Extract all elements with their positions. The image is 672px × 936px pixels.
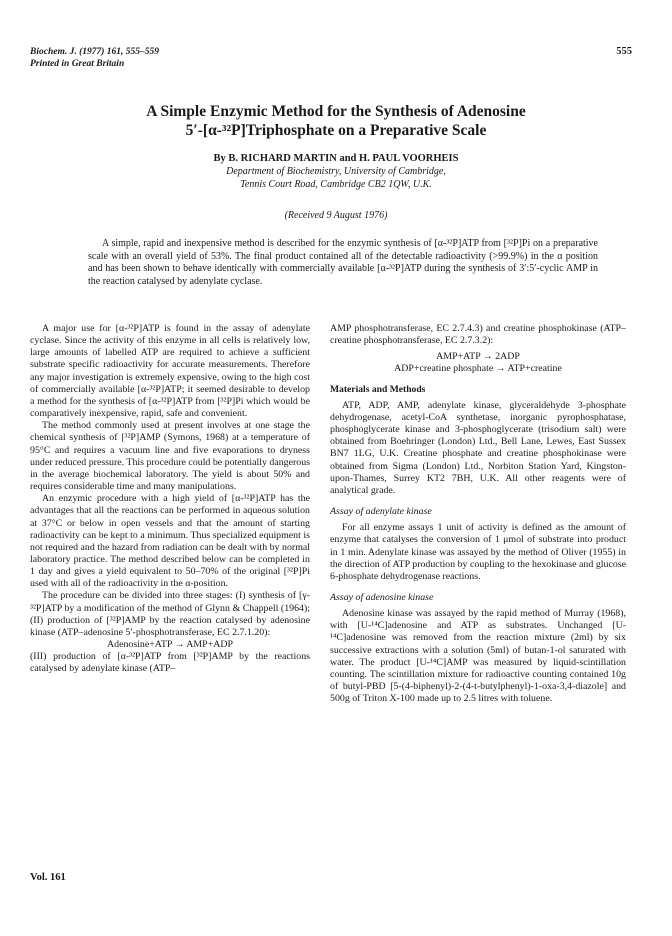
equation-creatine-kinase: ADP+creatine phosphate → ATP+creatine [394,363,562,375]
journal-line-1: Biochem. J. (1977) 161, 555–559 [30,47,160,57]
received-date: (Received 9 August 1976) [284,210,388,221]
equation-adenylate-kinase: AMP+ATP → 2ADP [436,351,520,363]
intro-paragraph-4: The procedure can be divided into three stages: (I) synthesis of [γ-³²P]ATP by a modification of the method of Glynn & Chappell (1964); (II) production of [³²P]AMP by the reaction catalysed by adenosine kinase (ATP–adenosine 5′-phosphotransferase, EC 2.7.1.20): [30,590,310,638]
left-column [30,323,310,676]
title-line-2: 5′-[α-³²P]Triphosphate on a Preparative Scale [185,122,487,139]
abstract: A simple, rapid and inexpensive method is described for the enzymic synthesis of [α-³²P]ATP from [³²P]Pi on a preparative scale with an overall yield of 53%. The final product contained all of the detectable radioactivity (>99.9%) in the α position and has been shown to behave identically with commercially available [α-³²P]ATP during the synthesis of 3′:5′-cyclic AMP in the reaction catalysed by adenylate cyclase. [88,238,598,287]
affiliation-line-2: Tennis Court Road, Cambridge CB2 1QW, U.K. [240,178,432,190]
equation-block [330,351,626,375]
intro-paragraph-1: A major use for [α-³²P]ATP is found in the assay of adenylate cyclase. Since the activity of this enzyme in all cells is relatively low, large amounts of labelled ATP are required to achieve a sufficient substrate specific radioactivity for accurate measurements. Therefore any major investigation is extremely expensive, owing to the high cost of commercially available [α-³²P]ATP; it seemed desirable to develop a method for the synthesis of [α-³²P]ATP from [³²P]Pi which would be comparatively inexpensive, rapid, safe and convenient. [30,323,310,420]
subheading-adenylate-kinase-assay: Assay of adenylate kinase [330,506,432,518]
continued-paragraph: AMP phosphotransferase, EC 2.7.4.3) and creatine phosphokinase (ATP–creatine phosphotransferase, EC 2.7.3.2): [330,323,626,347]
adenosine-assay-paragraph: Adenosine kinase was assayed by the rapid method of Murray (1968), with [U-¹⁴C]adenosine and ATP as substrates. Unchanged [U-¹⁴C]adenosine was removed from the reaction mixture (2ml) by six successive extractions with a solution (5ml) of butan-1-ol saturated with water. The product [U-¹⁴C]AMP was measured by liquid-scintillation counting. The scintillation mixture for radioactive counting contained 10g of butyl-PBD [5-(4-biphenyl)-2-(4-t-butylphenyl)-1-oxa-3,4-diazole] and 500g of Triton X-100 made up to 2.5 litres with toluene. [330,608,626,705]
affiliation [60,166,612,191]
adenylate-assay-paragraph: For all enzyme assays 1 unit of activity is defined as the amount of enzyme that catalyses the conversion of 1 μmol of substrate into product in 1 min. Adenylate kinase was assayed by the method of Oliver (1955) in the direction of ATP production by coupling to the hexokinase and glucose 6-phosphate dehydrogenase reactions. [330,522,626,582]
methods-paragraph: ATP, ADP, AMP, adenylate kinase, glyceraldehyde 3-phosphate dehydrogenase, acetyl-CoA synthetase, inorganic pyrophosphatase, phosphoglycerate kinase and 3-phosphoglycerate (trisodium salt) were obtained from Boehringer (London) Ltd., Bell Lane, Lewes, East Sussex BN7 1LG, U.K. Creatine phosphate and creatine phosphokinase were obtained from Sigma (London) Ltd., Norbiton Station Yard, Kingston-upon-Thames, Surrey KT2 7BH, U.K. All other reagents were of analytical grade. [330,399,626,496]
article-title [60,102,612,140]
journal-line-2: Printed in Great Britain [30,59,125,69]
authors: By B. RICHARD MARTIN and H. PAUL VOORHEIS [213,153,459,164]
volume-footer: Vol. 161 [30,872,66,883]
right-column [330,323,626,705]
intro-paragraph-5: (III) production of [α-³²P]ATP from [³²P]AMP by the reactions catalysed by adenylate kinase (ATP– [30,651,310,675]
title-line-1: A Simple Enzymic Method for the Synthesis of Adenosine [146,103,526,120]
intro-paragraph-3: An enzymic procedure with a high yield of [α-³²P]ATP has the advantages that all the reactions can be performed in aqueous solution at 37°C or below in open vessels and that the amount of starting radioactivity can be kept to a minimum. Thus specialized equipment is not required and the hazard from radiation can be dealt with by normal laboratory practice. The method described below can be completed in 1 day and gives a yield equivalent to 50–70% of the original [³²P]Pi used with all of the radioactivity in the α-position. [30,493,310,590]
equation-adenosine-kinase: Adenosine+ATP → AMP+ADP [107,639,233,651]
page-number: 555 [616,46,632,57]
section-heading-methods: Materials and Methods [330,383,426,395]
intro-paragraph-2: The method commonly used at present involves at one stage the chemical synthesis of [³²P]AMP (Symons, 1968) at a temperature of 95°C and requires a vacuum line and five evaporations to dryness under reduced pressure. This procedure could be potentially dangerous in the average biochemical laboratory. The yield is about 50% and requires considerable time and many manipulations. [30,420,310,493]
subheading-adenosine-kinase-assay: Assay of adenosine kinase [330,591,434,603]
affiliation-line-1: Department of Biochemistry, University of Cambridge, [226,166,446,177]
journal-citation [30,46,159,70]
